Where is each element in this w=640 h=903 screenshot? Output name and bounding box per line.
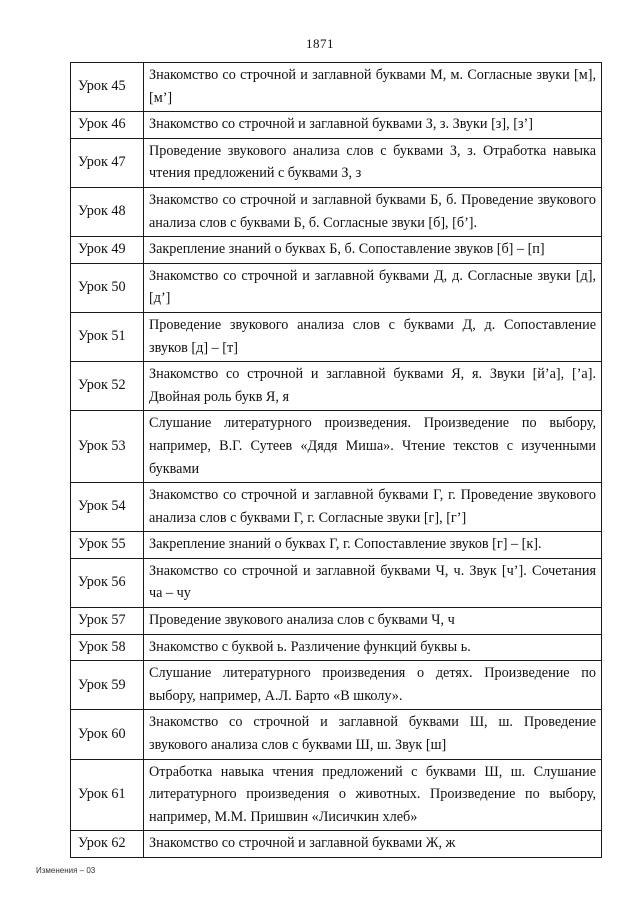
lesson-topic: Закрепление знаний о буквах Б, б. Сопоставление звуков [б] – [п] <box>144 237 602 264</box>
lesson-number: Урок 51 <box>71 312 144 361</box>
lesson-number: Урок 54 <box>71 483 144 532</box>
lesson-number: Урок 57 <box>71 608 144 635</box>
lesson-topic: Проведение звукового анализа слов с буквами Ч, ч <box>144 608 602 635</box>
lesson-number: Урок 52 <box>71 362 144 411</box>
lesson-number: Урок 58 <box>71 634 144 661</box>
lesson-topic: Знакомство со строчной и заглавной буквами Я, я. Звуки [й’а], [’а]. Двойная роль букв Я, я <box>144 362 602 411</box>
lesson-topic: Закрепление знаний о буквах Г, г. Сопоставление звуков [г] – [к]. <box>144 532 602 559</box>
table-row <box>71 187 602 236</box>
table-row <box>71 532 602 559</box>
lesson-topic: Проведение звукового анализа слов с буквами Д, д. Сопоставление звуков [д] – [т] <box>144 312 602 361</box>
lesson-topic: Знакомство со строчной и заглавной буквами Г, г. Проведение звукового анализа слов с буквами Г, г. Согласные звуки [г], [г’] <box>144 483 602 532</box>
table-row <box>71 661 602 710</box>
lesson-number: Урок 53 <box>71 411 144 483</box>
lesson-number: Урок 48 <box>71 187 144 236</box>
table-row <box>71 237 602 264</box>
lesson-topic: Проведение звукового анализа слов с буквами З, з. Отработка навыка чтения предложений с буквами З, з <box>144 138 602 187</box>
table-row <box>71 608 602 635</box>
table-row <box>71 831 602 858</box>
lesson-number: Урок 60 <box>71 710 144 759</box>
table-row <box>71 634 602 661</box>
lesson-topic: Знакомство со строчной и заглавной буквами Д, д. Согласные звуки [д], [д’] <box>144 263 602 312</box>
page-number: 1871 <box>306 36 334 51</box>
lesson-table-body <box>71 63 602 858</box>
table-row <box>71 710 602 759</box>
table-row <box>71 312 602 361</box>
lesson-number: Урок 61 <box>71 759 144 831</box>
table-row <box>71 411 602 483</box>
table-row <box>71 483 602 532</box>
table-row <box>71 362 602 411</box>
lesson-topic: Знакомство со строчной и заглавной буквами Ч, ч. Звук [ч’]. Сочетания ча – чу <box>144 558 602 607</box>
lesson-number: Урок 56 <box>71 558 144 607</box>
lesson-number: Урок 55 <box>71 532 144 559</box>
table-row <box>71 138 602 187</box>
lesson-topic: Знакомство со строчной и заглавной буквами М, м. Согласные звуки [м], [м’] <box>144 63 602 112</box>
footer-revision-note: Изменения – 03 <box>36 866 96 875</box>
lesson-number: Урок 62 <box>71 831 144 858</box>
lesson-number: Урок 49 <box>71 237 144 264</box>
table-row <box>71 558 602 607</box>
lesson-number: Урок 45 <box>71 63 144 112</box>
lesson-number: Урок 46 <box>71 112 144 139</box>
lesson-topic: Знакомство со строчной и заглавной буквами Б, б. Проведение звукового анализа слов с буквами Б, б. Согласные звуки [б], [б’]. <box>144 187 602 236</box>
lesson-topic: Отработка навыка чтения предложений с буквами Ш, ш. Слушание литературного произведения о животных. Произведение по выбору, например, М.М. Пришвин «Лисичкин хлеб» <box>144 759 602 831</box>
table-row <box>71 263 602 312</box>
lesson-topic: Знакомство с буквой ь. Различение функций буквы ь. <box>144 634 602 661</box>
table-row <box>71 759 602 831</box>
lesson-number: Урок 50 <box>71 263 144 312</box>
lesson-plan-table <box>70 62 602 858</box>
table-row <box>71 63 602 112</box>
lesson-topic: Знакомство со строчной и заглавной буквами Ж, ж <box>144 831 602 858</box>
lesson-topic: Знакомство со строчной и заглавной буквами Ш, ш. Проведение звукового анализа слов с буквами Ш, ш. Звук [ш] <box>144 710 602 759</box>
lesson-topic: Знакомство со строчной и заглавной буквами З, з. Звуки [з], [з’] <box>144 112 602 139</box>
lesson-topic: Слушание литературного произведения о детях. Произведение по выбору, например, А.Л. Барто «В школу». <box>144 661 602 710</box>
table-row <box>71 112 602 139</box>
lesson-number: Урок 59 <box>71 661 144 710</box>
lesson-number: Урок 47 <box>71 138 144 187</box>
lesson-topic: Слушание литературного произведения. Произведение по выбору, например, В.Г. Сутеев «Дядя Миша». Чтение текстов с изученными буквами <box>144 411 602 483</box>
